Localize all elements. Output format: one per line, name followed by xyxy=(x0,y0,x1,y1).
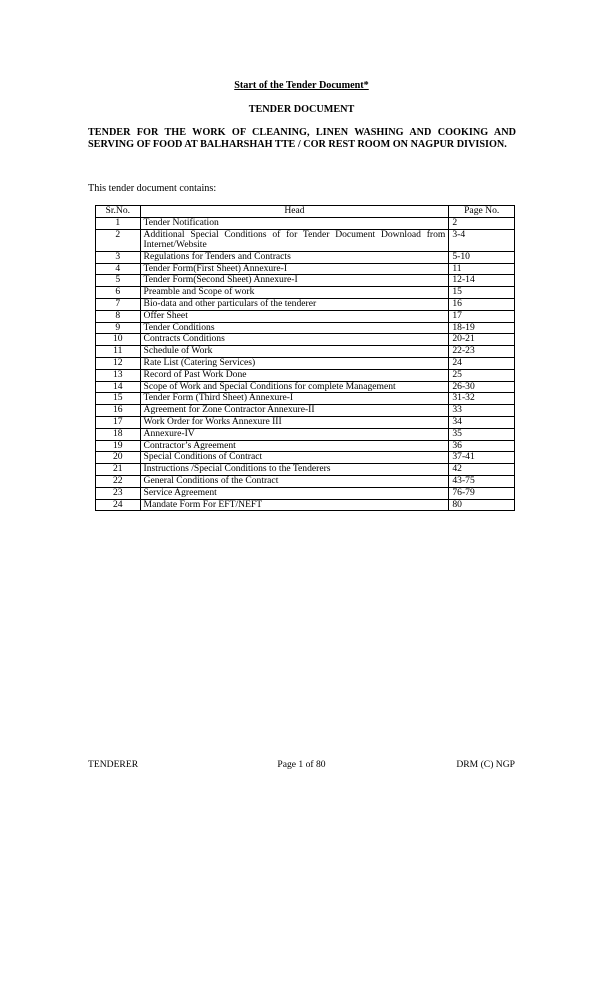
cell-page-no: 15 xyxy=(449,287,515,299)
table-header-row xyxy=(96,206,515,218)
cell-page-no: 26-30 xyxy=(449,381,515,393)
cell-page-no: 76-79 xyxy=(449,487,515,499)
cell-head: Tender Form(First Sheet) Annexure-I xyxy=(140,263,449,275)
cell-head: Tender Conditions xyxy=(140,322,449,334)
cell-page-no: 5-10 xyxy=(449,251,515,263)
cell-head: Annexure-IV xyxy=(140,428,449,440)
footer-page-number: Page 1 of 80 xyxy=(277,759,326,770)
cell-page-no: 16 xyxy=(449,298,515,310)
cell-head: Tender Notification xyxy=(140,217,449,229)
table-row xyxy=(96,251,515,263)
cell-page-no: 17 xyxy=(449,310,515,322)
table-row xyxy=(96,452,515,464)
cell-sr-no: 24 xyxy=(96,499,141,511)
table-row xyxy=(96,487,515,499)
cell-sr-no: 23 xyxy=(96,487,141,499)
cell-sr-no: 15 xyxy=(96,393,141,405)
cell-head: Contracts Conditions xyxy=(140,334,449,346)
cell-sr-no: 8 xyxy=(96,310,141,322)
cell-head: Preamble and Scope of work xyxy=(140,287,449,299)
table-row xyxy=(96,229,515,251)
cell-head: Record of Past Work Done xyxy=(140,369,449,381)
table-row xyxy=(96,298,515,310)
cell-sr-no: 10 xyxy=(96,334,141,346)
cell-head: Agreement for Zone Contractor Annexure-II xyxy=(140,405,449,417)
table-row xyxy=(96,405,515,417)
cell-page-no: 25 xyxy=(449,369,515,381)
cell-page-no: 12-14 xyxy=(449,275,515,287)
cell-page-no: 11 xyxy=(449,263,515,275)
table-row xyxy=(96,499,515,511)
cell-head: Bio-data and other particulars of the tenderer xyxy=(140,298,449,310)
table-row xyxy=(96,428,515,440)
cell-sr-no: 19 xyxy=(96,440,141,452)
table-row xyxy=(96,275,515,287)
table-row xyxy=(96,310,515,322)
cell-sr-no: 14 xyxy=(96,381,141,393)
cell-page-no: 20-21 xyxy=(449,334,515,346)
cell-sr-no: 22 xyxy=(96,475,141,487)
cell-sr-no: 20 xyxy=(96,452,141,464)
table-row xyxy=(96,416,515,428)
col-header-page-no: Page No. xyxy=(449,206,515,218)
table-row xyxy=(96,357,515,369)
cell-page-no: 80 xyxy=(449,499,515,511)
col-header-head: Head xyxy=(140,206,449,218)
cell-head: Special Conditions of Contract xyxy=(140,452,449,464)
cell-sr-no: 1 xyxy=(96,217,141,229)
cell-sr-no: 16 xyxy=(96,405,141,417)
cell-page-no: 3-4 xyxy=(449,229,515,251)
cell-sr-no: 5 xyxy=(96,275,141,287)
document-title: TENDER DOCUMENT xyxy=(248,104,355,115)
cell-head: Rate List (Catering Services) xyxy=(140,357,449,369)
cell-sr-no: 17 xyxy=(96,416,141,428)
cell-head: Instructions /Special Conditions to the Tenderers xyxy=(140,464,449,476)
cell-head: Work Order for Works Annexure III xyxy=(140,416,449,428)
cell-sr-no: 3 xyxy=(96,251,141,263)
tender-title: TENDER FOR THE WORK OF CLEANING, LINEN WASHING AND COOKING AND SERVING OF FOOD AT BALHARSHAH TTE / COR REST ROOM ON NAGPUR DIVISION. xyxy=(88,127,516,150)
intro-text: This tender document contains: xyxy=(88,183,217,194)
cell-sr-no: 13 xyxy=(96,369,141,381)
cell-sr-no: 7 xyxy=(96,298,141,310)
cell-sr-no: 21 xyxy=(96,464,141,476)
cell-head: Mandate Form For EFT/NEFT xyxy=(140,499,449,511)
table-row xyxy=(96,393,515,405)
cell-head: Contractor’s Agreement xyxy=(140,440,449,452)
cell-head: General Conditions of the Contract xyxy=(140,475,449,487)
table-row xyxy=(96,263,515,275)
cell-page-no: 18-19 xyxy=(449,322,515,334)
cell-page-no: 35 xyxy=(449,428,515,440)
table-row xyxy=(96,322,515,334)
cell-sr-no: 18 xyxy=(96,428,141,440)
footer-right: DRM (C) NGP xyxy=(456,759,515,770)
cell-head: Tender Form (Third Sheet) Annexure-I xyxy=(140,393,449,405)
cell-head: Offer Sheet xyxy=(140,310,449,322)
cell-sr-no: 11 xyxy=(96,346,141,358)
start-of-document-heading: Start of the Tender Document* xyxy=(234,80,369,91)
table-row xyxy=(96,346,515,358)
cell-page-no: 24 xyxy=(449,357,515,369)
table-row xyxy=(96,217,515,229)
cell-head: Additional Special Conditions of for Tender Document Download from Internet/Website xyxy=(140,229,449,251)
table-row xyxy=(96,381,515,393)
cell-page-no: 42 xyxy=(449,464,515,476)
cell-head: Service Agreement xyxy=(140,487,449,499)
table-row xyxy=(96,475,515,487)
table-row xyxy=(96,369,515,381)
table-row xyxy=(96,440,515,452)
contents-table xyxy=(95,205,515,511)
footer-left: TENDERER xyxy=(88,759,139,770)
cell-page-no: 37-41 xyxy=(449,452,515,464)
cell-page-no: 2 xyxy=(449,217,515,229)
cell-head: Regulations for Tenders and Contracts xyxy=(140,251,449,263)
cell-page-no: 34 xyxy=(449,416,515,428)
cell-sr-no: 6 xyxy=(96,287,141,299)
cell-page-no: 36 xyxy=(449,440,515,452)
cell-sr-no: 12 xyxy=(96,357,141,369)
cell-sr-no: 2 xyxy=(96,229,141,251)
cell-head: Schedule of Work xyxy=(140,346,449,358)
cell-sr-no: 9 xyxy=(96,322,141,334)
cell-page-no: 31-32 xyxy=(449,393,515,405)
cell-head: Tender Form(Second Sheet) Annexure-I xyxy=(140,275,449,287)
table-row xyxy=(96,334,515,346)
cell-page-no: 33 xyxy=(449,405,515,417)
cell-sr-no: 4 xyxy=(96,263,141,275)
table-body xyxy=(96,217,515,511)
cell-head: Scope of Work and Special Conditions for complete Management xyxy=(140,381,449,393)
table-row xyxy=(96,464,515,476)
cell-page-no: 43-75 xyxy=(449,475,515,487)
table-row xyxy=(96,287,515,299)
col-header-sr-no: Sr.No. xyxy=(96,206,141,218)
cell-page-no: 22-23 xyxy=(449,346,515,358)
